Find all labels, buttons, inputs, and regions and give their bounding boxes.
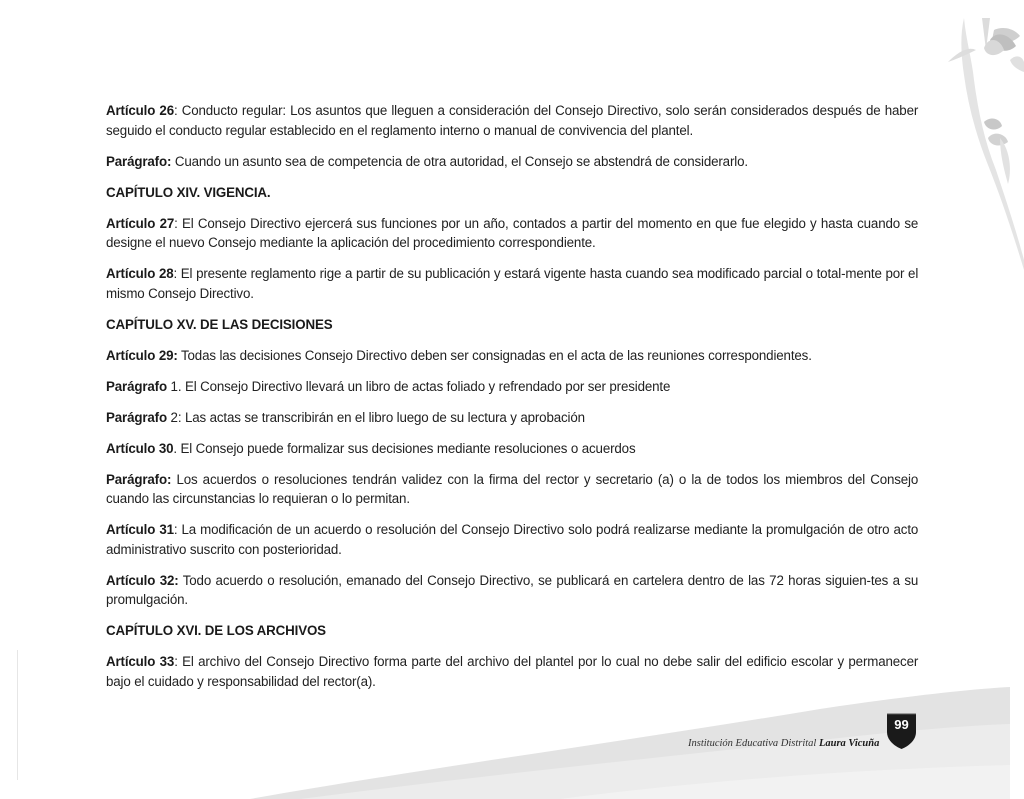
article-text: : El Consejo Directivo ejercerá sus funciones por un año, contados a partir del momento en que fue elegido y hasta cuando se designe el nuevo Consejo mediante la aplicación del procedimiento correspondiente. bbox=[106, 215, 919, 251]
paragraph-2 bbox=[106, 409, 918, 429]
article-text: : El presente reglamento rige a partir de su publicación y estará vigente hasta cuando sea modificado parcial o total-mente por el mismo Consejo Directivo. bbox=[106, 266, 919, 302]
floral-decoration bbox=[924, 0, 1024, 270]
paragraph-note bbox=[106, 471, 918, 510]
page-number: 99 bbox=[894, 717, 909, 732]
article-label: Artículo 26 bbox=[106, 103, 174, 119]
article-26 bbox=[106, 102, 918, 141]
paragraph-text: 2: Las actas se transcribirán en el libro luego de su lectura y aprobación bbox=[166, 409, 585, 426]
paragraph-1 bbox=[106, 378, 918, 398]
footer-institution bbox=[688, 738, 879, 749]
paragraph-label: Parágrafo: bbox=[106, 153, 172, 170]
article-text: Todas las decisiones Consejo Directivo deben ser consignadas en el acta de las reuniones correspondientes. bbox=[177, 347, 812, 364]
article-text: Todo acuerdo o resolución, emanado del Consejo Directivo, se publicará en cartelera dentro de las 72 horas siguien-tes a su promulgación. bbox=[106, 572, 919, 608]
article-text: . El Consejo puede formalizar sus decisiones mediante resoluciones o acuerdos bbox=[173, 440, 636, 457]
article-label: Artículo 32: bbox=[106, 572, 179, 589]
article-30 bbox=[106, 440, 918, 460]
paragraph-text: Los acuerdos o resoluciones tendrán validez con la firma del rector y secretario (a) o la de todos los miembros del Consejo cuando las circunstancias lo requieran o lo permitan. bbox=[106, 471, 919, 507]
article-text: : Conducto regular: Los asuntos que lleguen a consideración del Consejo Directivo, solo serán considerados después de haber seguido el conducto regular establecido en el reglamento interno o manual de convivencia del plantel. bbox=[106, 103, 919, 139]
article-label: Artículo 33 bbox=[106, 654, 175, 670]
article-label: Artículo 29: bbox=[106, 347, 178, 364]
document-body bbox=[106, 102, 918, 704]
article-text: : La modificación de un acuerdo o resolución del Consejo Directivo solo podrá realizarse mediante la promulgación de otro acto administrativo suscrito con posterioridad. bbox=[106, 522, 919, 558]
article-label: Artículo 30 bbox=[106, 440, 174, 457]
chapter-heading-xiv: CAPÍTULO XIV. VIGENCIA. bbox=[106, 184, 271, 201]
chapter-heading-xvi: CAPÍTULO XVI. DE LOS ARCHIVOS bbox=[106, 623, 326, 639]
paragraph-label: Parágrafo bbox=[106, 378, 167, 395]
footer-institution-prefix: Institución Educativa Distrital bbox=[688, 738, 817, 749]
page-number-badge bbox=[885, 712, 918, 750]
article-label: Artículo 28 bbox=[106, 266, 174, 282]
article-29 bbox=[106, 347, 918, 367]
article-32 bbox=[106, 572, 918, 611]
paragraph-text: Cuando un asunto sea de competencia de otra autoridad, el Consejo se abstendrá de considerarlo. bbox=[171, 153, 748, 170]
chapter-heading-xv: CAPÍTULO XV. DE LAS DECISIONES bbox=[106, 316, 333, 333]
article-label: Artículo 27 bbox=[106, 215, 175, 232]
article-28 bbox=[106, 265, 918, 304]
paragraph-label: Parágrafo bbox=[106, 409, 167, 426]
footer-swoosh-decoration bbox=[0, 669, 1024, 799]
article-27 bbox=[106, 215, 918, 254]
article-text: : El archivo del Consejo Directivo forma parte del archivo del plantel por lo cual no debe salir del edificio escolar y permanecer bajo el cuidado y responsabilidad del rector(a). bbox=[106, 654, 919, 690]
paragraph-note bbox=[106, 153, 918, 173]
article-label: Artículo 31 bbox=[106, 522, 174, 538]
article-31 bbox=[106, 521, 918, 560]
paragraph-text: 1. El Consejo Directivo llevará un libro de actas foliado y refrendado por ser presidente bbox=[166, 378, 671, 395]
paragraph-label: Parágrafo: bbox=[106, 471, 172, 488]
footer-institution-name: Laura Vicuña bbox=[818, 738, 880, 749]
